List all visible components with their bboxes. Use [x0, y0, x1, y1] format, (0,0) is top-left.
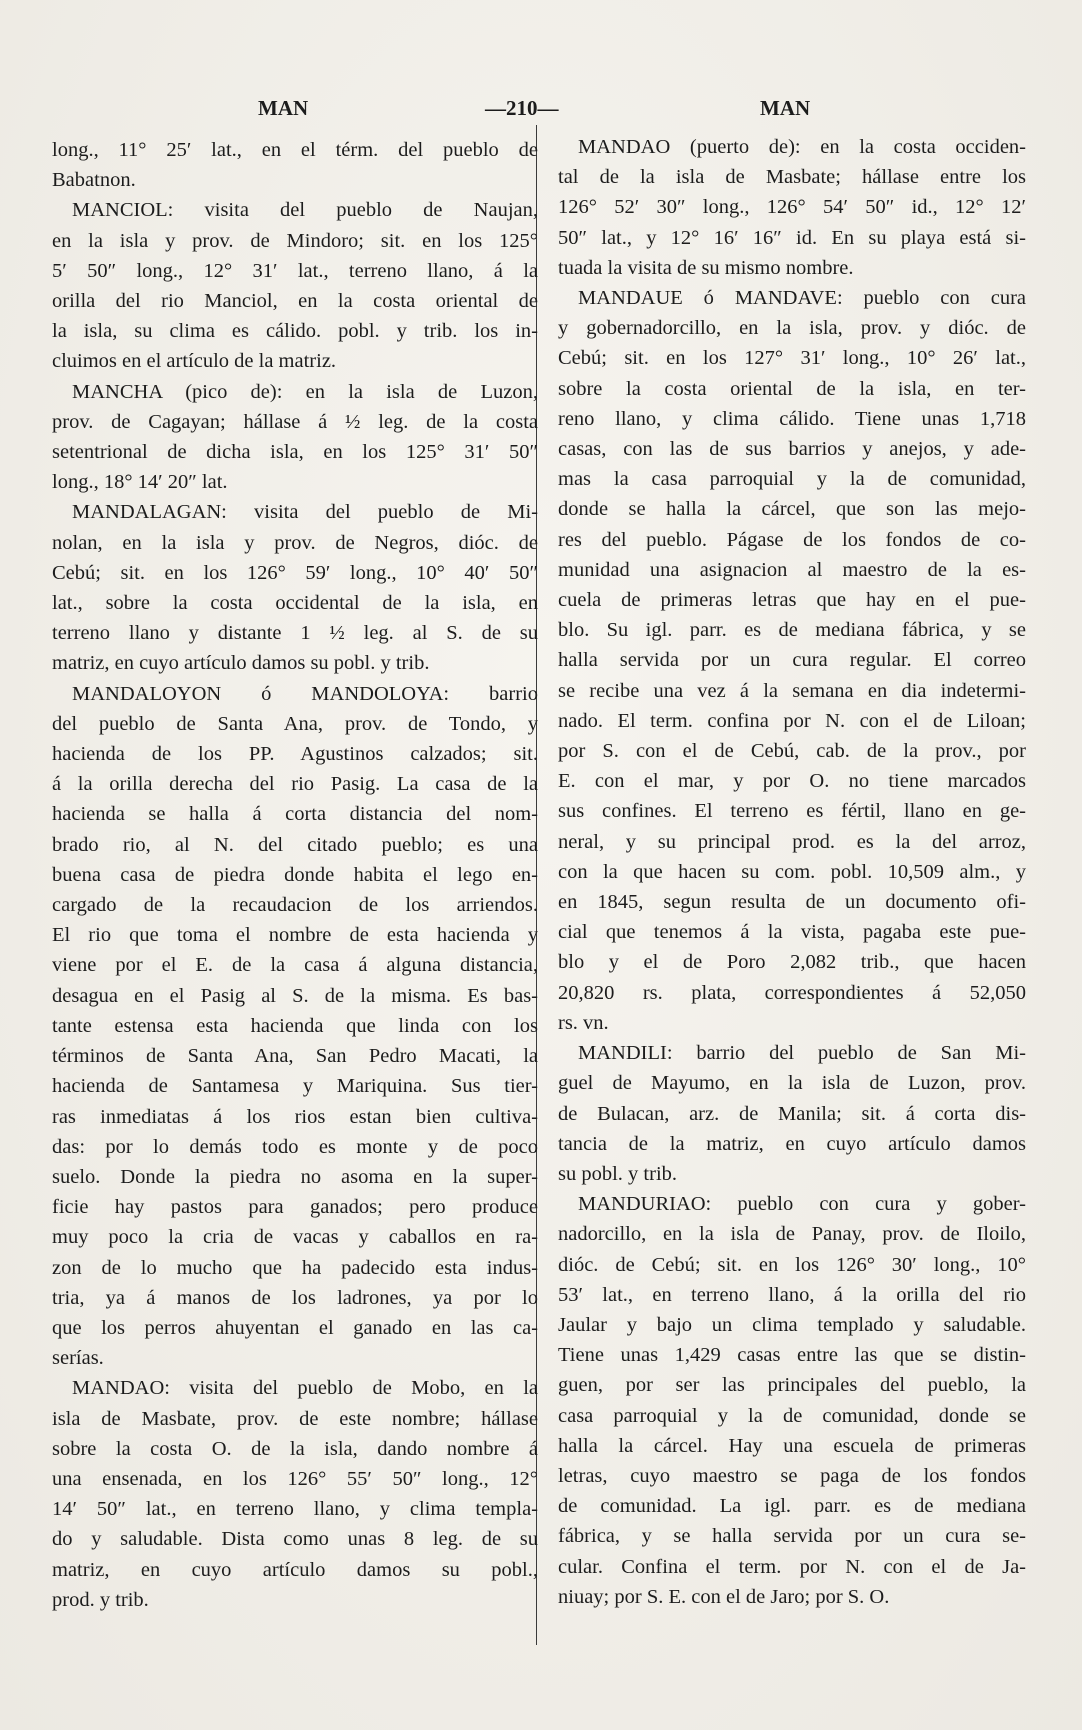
- text-line: long., 18° 14′ 20″ lat.: [52, 471, 228, 494]
- left-column: [52, 135, 538, 1615]
- text-line: de comunidad. La igl. parr. es de mediana: [558, 1495, 1026, 1518]
- text-line: guel de Mayumo, en la isla de Luzon, prov.: [558, 1072, 1026, 1095]
- text-line: cuela de primeras letras que hay en el pue-: [558, 589, 1026, 612]
- text-line: cluimos en el artículo de la matriz.: [52, 350, 337, 373]
- text-line: cular. Confina el term. por N. con el de Ja-: [558, 1555, 1026, 1578]
- text-line: nolan, en la isla y prov. de Negros, dióc. de: [52, 531, 538, 554]
- text-line: cial que tenemos á la vista, pagaba este pue-: [558, 921, 1026, 944]
- text-line: suelo. Donde la piedra no asoma en la super-: [52, 1165, 538, 1188]
- text-line: brado rio, al N. del citado pueblo; es una: [52, 833, 538, 856]
- text-line: 5′ 50″ long., 12° 31′ lat., terreno llano, á la: [52, 259, 538, 282]
- text-line: MANDALOYON ó MANDOLOYA: barrio: [72, 682, 538, 705]
- text-line: 20,820 rs. plata, correspondientes á 52,050: [558, 981, 1026, 1004]
- text-line: E. con el mar, y por O. no tiene marcados: [558, 770, 1026, 793]
- header-left-keyword: MAN: [258, 96, 309, 120]
- text-line: letras, cuyo maestro se paga de los fondos: [558, 1464, 1026, 1487]
- text-line: rs. vn.: [558, 1011, 609, 1034]
- text-line: en 1845, segun resulta de un documento ofi-: [558, 891, 1026, 914]
- text-line: MANCHA (pico de): en la isla de Luzon,: [72, 380, 538, 403]
- text-line: sus confines. El terreno es fértil, llano en ge-: [558, 800, 1026, 823]
- text-line: Tiene unas 1,429 casas entre las que se distin-: [558, 1344, 1026, 1367]
- text-line: isla de Masbate, prov. de este nombre; hállase: [52, 1407, 538, 1430]
- text-line: su pobl. y trib.: [558, 1162, 678, 1185]
- text-line: prov. de Cagayan; hállase á ½ leg. de la costa: [52, 410, 538, 433]
- text-line: la isla, su clima es cálido. pobl. y trib. los in-: [52, 320, 538, 343]
- text-line: casa parroquial y la de comunidad, donde se: [558, 1404, 1026, 1427]
- text-line: una ensenada, en los 126° 55′ 50″ long., 12°: [52, 1467, 538, 1490]
- text-line: Cebú; sit. en los 127° 31′ long., 10° 26′ lat.,: [558, 347, 1026, 370]
- text-line: do y saludable. Dista como unas 8 leg. de su: [52, 1528, 538, 1551]
- text-line: nado. El term. confina por N. con el de Liloan;: [558, 709, 1026, 732]
- text-line: 50″ lat., y 12° 16′ 16″ id. En su playa está si-: [558, 226, 1026, 249]
- text-line: El rio que toma el nombre de esta hacienda y: [52, 924, 538, 947]
- text-line: por S. con el de Cebú, cab. de la prov., por: [558, 740, 1026, 763]
- text-line: serías.: [52, 1347, 104, 1370]
- text-line: matriz, en cuyo artículo damos su pobl.,: [52, 1558, 538, 1581]
- text-line: tal de la isla de Masbate; hállase entre los: [558, 166, 1026, 189]
- text-line: munidad una asignacion al maestro de la es-: [558, 558, 1026, 581]
- text-line: fábrica, y se halla servida por un cura se-: [558, 1525, 1026, 1548]
- text-line: de Bulacan, arz. de Manila; sit. á corta dis-: [558, 1102, 1026, 1125]
- text-line: halla la cárcel. Hay una escuela de primeras: [558, 1434, 1026, 1457]
- text-line: donde se halla la cárcel, que son las mejo-: [558, 498, 1026, 521]
- page-header: [0, 96, 1082, 136]
- text-line: casas, con las de sus barrios y anejos, y ade-: [558, 438, 1026, 461]
- text-line: hacienda de los PP. Agustinos calzados; sit.: [52, 743, 538, 766]
- text-line: del pueblo de Santa Ana, prov. de Tondo, y: [52, 712, 538, 735]
- text-line: zon de lo mucho que ha padecido esta indus-: [52, 1256, 538, 1279]
- text-line: se recibe una vez á la semana en dia indetermi-: [558, 679, 1026, 702]
- text-line: Cebú; sit. en los 126° 59′ long., 10° 40′ 50″: [52, 561, 538, 584]
- text-line: matriz, en cuyo artículo damos su pobl. y trib.: [52, 652, 430, 675]
- text-line: MANDILI: barrio del pueblo de San Mi-: [578, 1042, 1026, 1065]
- text-line: tria, ya á manos de los ladrones, ya por lo: [52, 1286, 538, 1309]
- text-line: en la isla y prov. de Mindoro; sit. en los 125°: [52, 229, 538, 252]
- text-line: 53′ lat., en terreno llano, á la orilla del rio: [558, 1283, 1026, 1306]
- text-line: 14′ 50″ lat., en terreno llano, y clima templa-: [52, 1498, 538, 1521]
- text-line: das: por lo demás todo es monte y de poco: [52, 1135, 538, 1158]
- text-line: MANDAO: visita del pueblo de Mobo, en la: [72, 1377, 538, 1400]
- text-line: nadorcillo, en la isla de Panay, prov. de Iloilo,: [558, 1223, 1026, 1246]
- text-line: con la que hacen su com. pobl. 10,509 alm., y: [558, 860, 1026, 883]
- text-line: á la orilla derecha del rio Pasig. La casa de la: [52, 773, 538, 796]
- text-line: orilla del rio Manciol, en la costa oriental de: [52, 290, 538, 313]
- text-line: MANDALAGAN: visita del pueblo de Mi-: [72, 501, 538, 524]
- text-line: res del pueblo. Págase de los fondos de co-: [558, 528, 1026, 551]
- right-column: [558, 132, 1026, 1612]
- page-number: —210—: [485, 96, 559, 120]
- text-line: 126° 52′ 30″ long., 126° 54′ 50″ id., 12° 12′: [558, 196, 1026, 219]
- text-line: Babatnon.: [52, 169, 136, 192]
- text-line: sobre la costa oriental de la isla, en ter-: [558, 377, 1026, 400]
- text-line: blo. Su igl. parr. es de mediana fábrica, y se: [558, 619, 1026, 642]
- text-line: tante estensa esta hacienda que linda con los: [52, 1014, 538, 1037]
- text-line: lat., sobre la costa occidental de la isla, en: [52, 592, 538, 615]
- text-line: long., 11° 25′ lat., en el térm. del pueblo de: [52, 139, 538, 161]
- text-line: mas la casa parroquial y la de comunidad,: [558, 468, 1026, 491]
- text-line: Jaular y bajo un clima templado y saludable.: [558, 1313, 1026, 1336]
- text-line: que los perros ahuyentan el ganado en las ca-: [52, 1316, 538, 1339]
- text-line: setentrional de dicha isla, en los 125° 31′ 50″: [52, 441, 538, 464]
- text-line: muy poco la cria de vacas y caballos en ra-: [52, 1226, 538, 1249]
- header-right-keyword: MAN: [760, 96, 811, 120]
- text-line: desagua en el Pasig al S. de la misma. Es bas-: [52, 984, 538, 1007]
- text-line: cargado de la recaudacion de los arriendos.: [52, 894, 538, 917]
- text-line: sobre la costa O. de la isla, dando nombre á: [52, 1437, 538, 1460]
- text-line: MANDAO (puerto de): en la costa occiden-: [578, 136, 1026, 158]
- text-line: viene por el E. de la casa á alguna distancia,: [52, 954, 538, 977]
- text-line: MANDAUE ó MANDAVE: pueblo con cura: [578, 287, 1026, 310]
- text-line: guen, por ser las principales del pueblo, la: [558, 1374, 1026, 1397]
- text-line: ras inmediatas á los rios estan bien cultiva-: [52, 1105, 538, 1128]
- text-line: ficie hay pastos para ganados; pero produce: [52, 1196, 538, 1219]
- text-line: hacienda se halla á corta distancia del nom-: [52, 803, 538, 826]
- text-line: buena casa de piedra donde habita el lego en-: [52, 863, 538, 886]
- text-line: dióc. de Cebú; sit. en los 126° 30′ long., 10°: [558, 1253, 1026, 1276]
- text-line: y gobernadorcillo, en la isla, prov. y dióc. de: [558, 317, 1026, 340]
- text-line: términos de Santa Ana, San Pedro Macati, la: [52, 1045, 538, 1068]
- text-line: niuay; por S. E. con el de Jaro; por S. O.: [558, 1585, 890, 1608]
- text-line: MANDURIAO: pueblo con cura y gober-: [578, 1193, 1026, 1216]
- text-line: hacienda de Santamesa y Mariquina. Sus tier-: [52, 1075, 538, 1098]
- text-line: reno llano, y clima cálido. Tiene unas 1,718: [558, 407, 1026, 430]
- text-line: MANCIOL: visita del pueblo de Naujan,: [72, 199, 538, 222]
- text-line: terreno llano y distante 1 ½ leg. al S. de su: [52, 622, 538, 645]
- text-line: halla servida por un cura regular. El correo: [558, 649, 1026, 672]
- text-line: tancia de la matriz, en cuyo artículo damos: [558, 1132, 1026, 1155]
- text-line: neral, y su principal prod. es la del arroz,: [558, 830, 1026, 853]
- text-line: tuada la visita de su mismo nombre.: [558, 256, 854, 279]
- text-line: blo y el de Poro 2,082 trib., que hacen: [558, 951, 1026, 974]
- text-line: prod. y trib.: [52, 1588, 149, 1611]
